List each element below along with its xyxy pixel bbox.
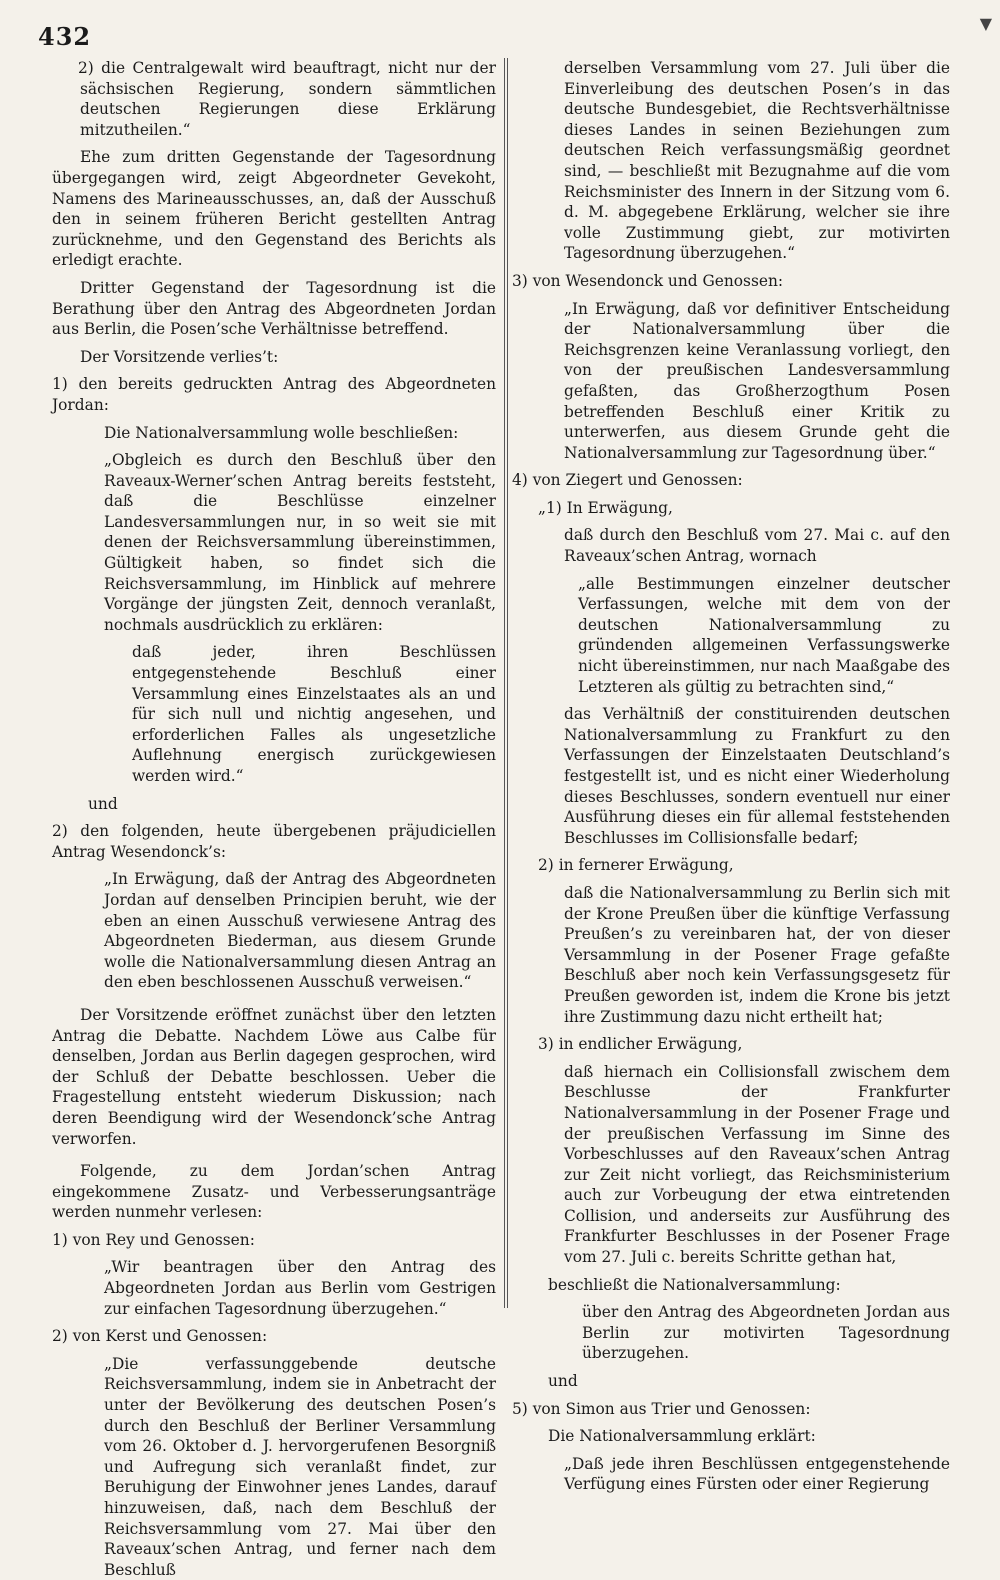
list-item: 3) von Wesendonck und Genossen: [512, 271, 784, 290]
list-item: 4) von Ziegert und Genossen: [512, 471, 743, 490]
paragraph: Dritter Gegenstand der Tagesordnung ist die Berathung über den Antrag des Abgeordneten Jordan aus Berlin, die Posen’sche Verhältnisse betreffend. [52, 278, 496, 339]
list-item: 3) in endlicher Erwägung, [538, 1035, 743, 1054]
quote: über den Antrag des Abgeordneten Jordan aus Berlin zur motivirten Tagesordnung überzugehen. [582, 1303, 950, 1363]
quote: daß durch den Beschluß vom 27. Mai c. auf den Raveaux’schen Antrag, wornach [564, 526, 950, 566]
quote: daß die Nationalversammlung zu Berlin sich mit der Krone Preußen über die künftige Verfassung Preußen’s zu vereinbaren hat, der von dieser Versammlung in der Posener Frage gefaßte Beschluß aber noch kein Verfassungsgesetz für Preußen geworden ist, indem die Krone bis jetzt ihre Zustimmung dazu nicht ertheilt hat; [564, 883, 950, 1026]
quote: „Die verfassunggebende deutsche Reichsversammlung, indem sie in Anbetracht der unter der Bevölkerung des deutschen Posen’s durch den Beschluß der Berliner Versammlung vom 26. Oktober d. J. hervorgerufenen Besorgniß und Aufregung sich veranlaßt findet, zur Beruhigung der Einwohner jenes Landes, darauf hinzuweisen, daß, nach dem Beschluß der Reichsversammlung vom 27. Mai über den Raveaux’schen Antrag, und ferner nach dem Beschluß [104, 1354, 496, 1579]
paragraph: Der Vorsitzende eröffnet zunächst über den letzten Antrag die Debatte. Nachdem Löwe aus Calbe für denselben, Jordan aus Berlin dagegen gesprochen, wird der Schluß der Debatte beschlossen. Ueber die Fragestellung entsteht wiederum Diskussion; nach deren Beendigung wird der Wesendonck’sche Antrag verworfen. [52, 1005, 496, 1148]
quote: daß hiernach ein Collisionsfall zwischem dem Beschlusse der Frankfurter Nationalversammlung in der Posener Frage und der preußischen Verfassung im Sinne des Vorbeschlusses auf den Raveaux’schen Antrag zur Zeit nicht vorliegt, das Reichsministerium auch zur Vorbeugung der etwa eintretenden Collision, und anderseits zur Ausführung des Frankfurter Beschlusses in der Posener Frage vom 27. Juli c. bereits Schritte gethan hat, [564, 1062, 950, 1267]
list-item: 2) den folgenden, heute übergebenen präjudiciellen Antrag Wesendonck’s: [52, 822, 496, 861]
paragraph: 2) die Centralgewalt wird beauftragt, nicht nur der sächsischen Regierung, sondern sämmtlichen deutschen Regierungen diese Erklärung mitzutheilen.“ [78, 59, 496, 139]
quote: „In Erwägung, daß der Antrag des Abgeordneten Jordan auf denselben Principien beruht, wie der eben an einen Ausschuß verwiesene Antrag des Abgeordneten Biederman, aus diesem Grunde wolle die Nationalversammlung diesen Antrag an den eben beschlossenen Ausschuß verweisen.“ [104, 870, 496, 992]
quote: „In Erwägung, daß vor definitiver Entscheidung der Nationalversammlung über die Reichsgrenzen keine Veranlassung vorliegt, den von der preußischen Landesversammlung gefaßten, das Großherzogthum Posen betreffenden Beschluß einer Kritik zu unterwerfen, aus diesem Grunde geht die Nationalversammlung zur Tagesordnung über.“ [564, 299, 950, 462]
quote: „Daß jede ihren Beschlüssen entgegenstehende Verfügung eines Fürsten oder einer Regierung [564, 1454, 950, 1494]
paragraph: Der Vorsitzende verlies’t: [80, 347, 279, 366]
list-item: 1) den bereits gedruckten Antrag des Abgeordneten Jordan: [52, 375, 496, 414]
quote: daß jeder, ihren Beschlüssen entgegenstehende Beschluß einer Versammlung eines Einzelstaates als an und für sich null und nichtig angesehen, und erforderlichen Falles als ungesetzliche Auflehnung energisch zurückgewiesen werden wird.“ [132, 643, 496, 785]
paragraph: Die Nationalversammlung wolle beschließen: [104, 423, 459, 442]
paragraph: und [88, 794, 118, 813]
paragraph: beschließt die Nationalversammlung: [548, 1275, 841, 1294]
quote: das Verhältniß der constituirenden deutschen Nationalversammlung zu Frankfurt zu den Verfassungen der Einzelstaaten Deutschland’s festgestellt ist, und es nicht einer Wiederholung dieses Beschlusses, sondern eventuell nur einer Ausführung dieses ein für allemal feststehenden Beschlusses im Collisionsfalle bedarf; [564, 705, 950, 847]
right-column [512, 58, 950, 1494]
paragraph: und [548, 1372, 578, 1391]
list-item: 1) von Rey und Genossen: [52, 1230, 255, 1249]
quote: derselben Versammlung vom 27. Juli über die Einverleibung des deutschen Posen’s in das deutsche Bundesgebiet, die Rechtsverhältnisse dieses Landes in seinen Beziehungen zum deutschen Reich verfassungsmäßig geordnet sind, — beschließt mit Bezugnahme auf die vom Reichsminister des Innern in der Sitzung vom 6. d. M. abgegebene Erklärung, welcher sie ihre volle Zustimmung giebt, zur motivirten Tagesordnung überzugehen.“ [564, 59, 950, 263]
quote: „Obgleich es durch den Beschluß über den Raveaux-Werner’schen Antrag bereits feststeht, daß die Beschlüsse einzelner Landesversammlungen nur, in so weit sie mit denen der Reichsversammlung übereinstimmen, Gültigkeit haben, so findet sich die Reichsversammlung, im Hinblick auf mehrere Vorgänge der jüngsten Zeit, dennoch veranlaßt, nochmals ausdrücklich zu erklären: [104, 451, 496, 634]
paragraph: Ehe zum dritten Gegenstande der Tagesordnung übergegangen wird, zeigt Abgeordneter Gevekoht, Namens des Marineausschusses, an, daß der Ausschuß den in seinem früheren Bericht gestellten Antrag zurücknehme, und den Gegenstand des Berichts als erledigt erachte. [52, 148, 496, 270]
quote: „Wir beantragen über den Antrag des Abgeordneten Jordan aus Berlin vom Gestrigen zur einfachen Tagesordnung überzugehen.“ [104, 1258, 496, 1318]
list-item: 2) von Kerst und Genossen: [52, 1327, 268, 1346]
list-item: „1) In Erwägung, [538, 498, 673, 517]
quote: „alle Bestimmungen einzelner deutscher Verfassungen, welche mit dem von der deutschen Nationalversammlung zu gründenden allgemeinen Verfassungswerke nicht übereinstimmen, nur nach Maaßgabe des Letzteren als gültig zu betrachten sind,“ [578, 574, 950, 696]
paragraph: Die Nationalversammlung erklärt: [548, 1427, 816, 1446]
paragraph: Folgende, zu dem Jordan’schen Antrag eingekommene Zusatz- und Verbesserungsanträge werden nunmehr verlesen: [52, 1162, 496, 1222]
page-number: 432 [38, 22, 92, 51]
list-item: 5) von Simon aus Trier und Genossen: [512, 1399, 811, 1418]
column-divider-second [507, 58, 508, 1308]
column-divider [504, 58, 505, 1308]
list-item: 2) in fernerer Erwägung, [538, 856, 734, 875]
left-column [52, 58, 496, 1579]
margin-mark-icon: ▼ [979, 14, 992, 33]
